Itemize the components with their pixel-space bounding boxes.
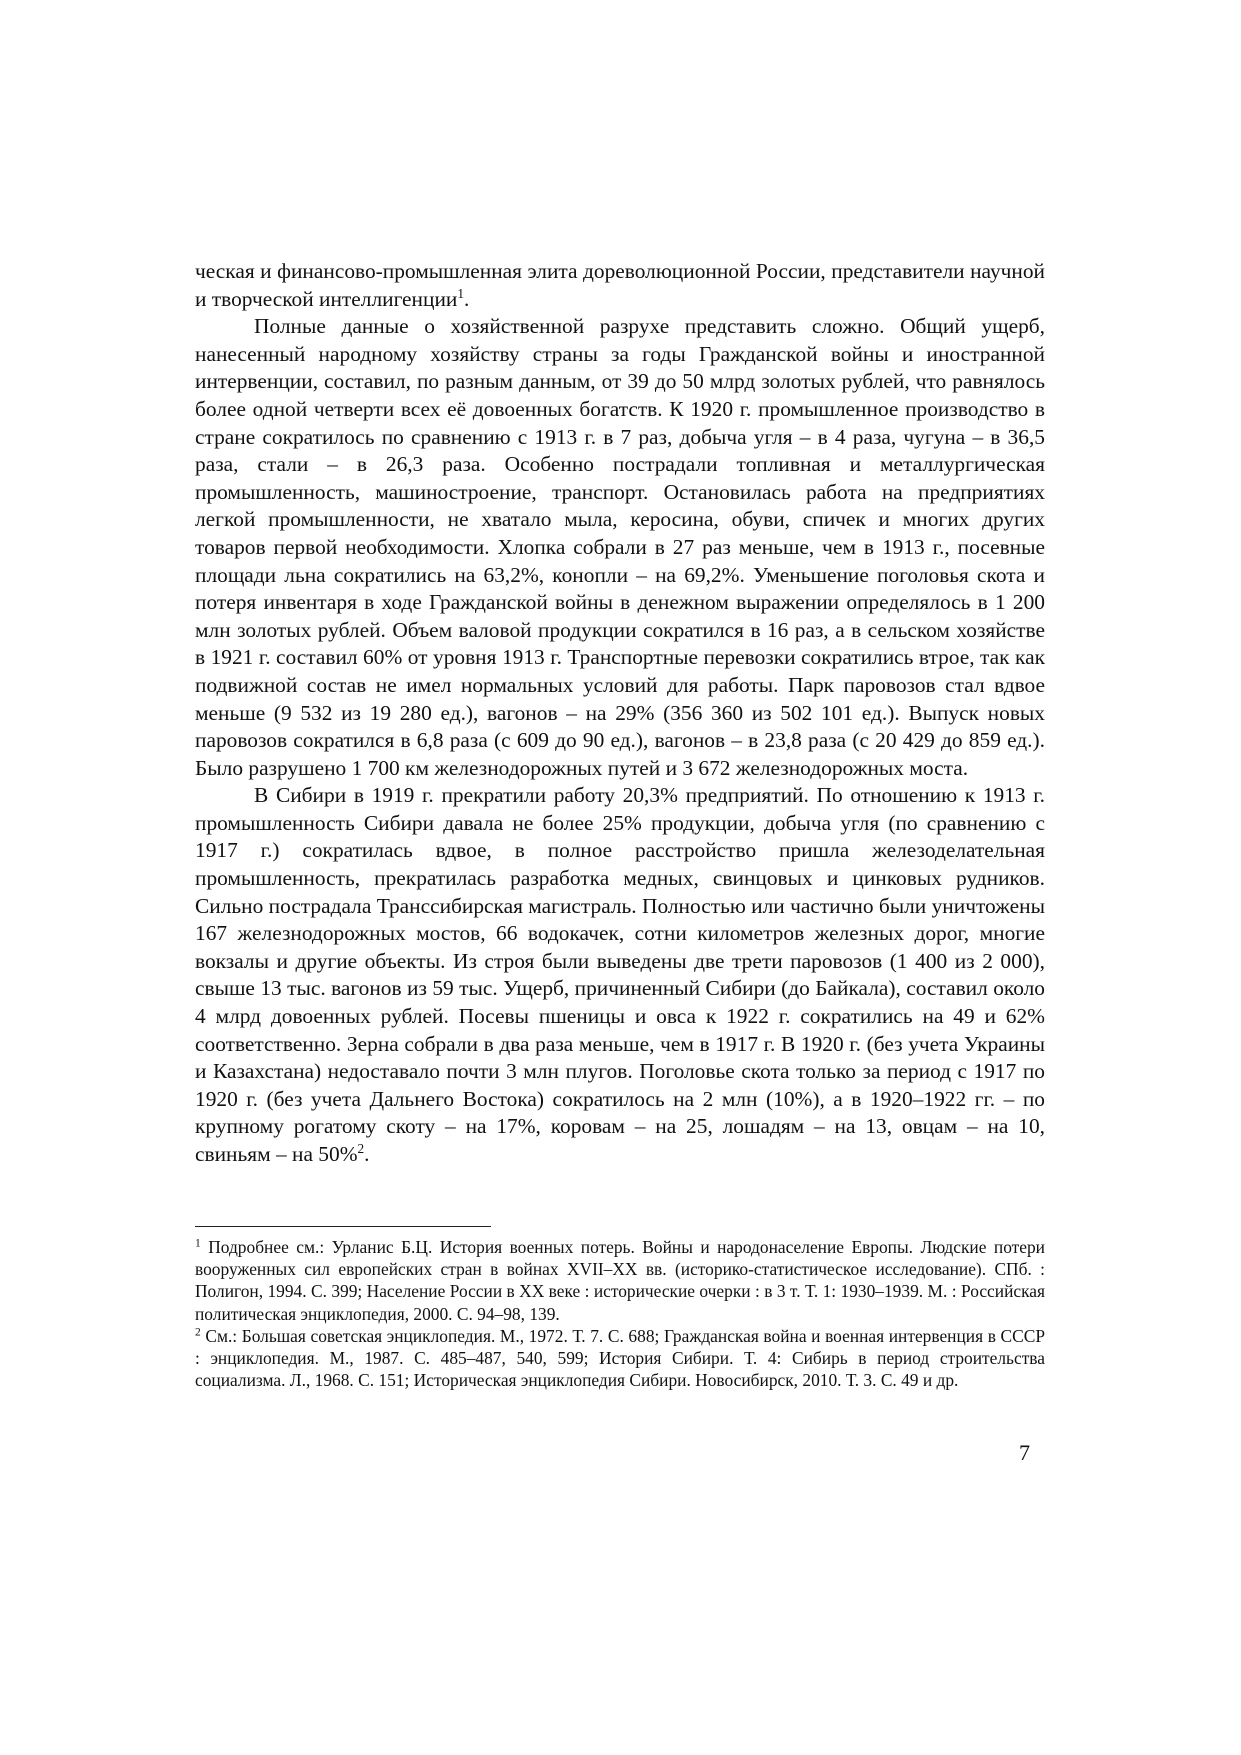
footnote-1 <box>195 1236 1045 1325</box>
footnote-number: 1 <box>195 1237 201 1250</box>
footnote-number: 2 <box>195 1326 201 1339</box>
paragraph-text: ческая и финансово-промышленная элита дореволюционной России, представители научной и творческой интеллигенции <box>195 259 1045 311</box>
body-text <box>195 258 1045 1169</box>
footnote-2 <box>195 1325 1045 1392</box>
paragraph-text: В Сибири в 1919 г. прекратили работу 20,3% предприятий. По отношению к 1913 г. промышленность Сибири давала не более 25% продукции, добыча угля (по сравнению с 1917 г.) сократилась вдвое, в полное расстройство пришла железоделательная промышленность, прекратилась разработка медных, свинцовых и цинковых рудников. Сильно пострадала Транссибирская магистраль. Полностью или частично были уничтожены 167 железнодорожных мостов, 66 водокачек, сотни километров железных дорог, многие вокзалы и другие объекты. Из строя были выведены две трети паровозов (1 400 из 2 000), свыше 13 тыс. вагонов из 59 тыс. Ущерб, причиненный Сибири (до Байкала), составил около 4 млрд довоенных рублей. Посевы пшеницы и овса к 1922 г. сократились на 49 и 62% соответственно. Зерна собрали в два раза меньше, чем в 1917 г. В 1920 г. (без учета Украины и Казахстана) недоставало почти 3 млн плугов. Поголовье скота только за период с 1917 по 1920 г. (без учета Дальнего Востока) сократилось на 2 млн (10%), а в 1920–1922 гг. – по крупному рогатому скоту – на 17%, коровам – на 25, лошадям – на 13, овцам – на 10, свиньям – на 50% <box>195 783 1045 1166</box>
footnotes <box>195 1236 1045 1391</box>
paragraph-tail: . <box>364 1142 370 1166</box>
footnote-reference[interactable]: 2 <box>357 1141 365 1157</box>
footnote-reference[interactable]: 1 <box>457 285 464 301</box>
paragraph-economic-damage <box>195 313 1045 782</box>
paragraph-siberia <box>195 782 1045 1168</box>
paragraph-tail: . <box>463 286 470 311</box>
paragraph-continuation <box>195 258 1045 313</box>
page-number: 7 <box>1019 1440 1030 1465</box>
paragraph-text: Полные данные о хозяйственной разрухе представить сложно. Общий ущерб, нанесенный народному хозяйству страны за годы Гражданской войны и иностранной интервенции, составил, по разным данным, от 39 до 50 млрд золотых рублей, что равнялось более одной четверти всех её довоенных богатств. К 1920 г. промышленное производство в стране сократилось по сравнению с 1913 г. в 7 раз, добыча угля – в 4 раза, чугуна – в 36,5 раза, стали – в 26,3 раза. Особенно пострадали топливная и металлургическая промышленность, машиностроение, транспорт. Остановилась работа на предприятиях легкой промышленности, не хватало мыла, керосина, обуви, спичек и многих других товаров первой необходимости. Хлопка собрали в 27 раз меньше, чем в 1913 г., посевные площади льна сократились на 63,2%, конопли – на 69,2%. Уменьшение поголовья скота и потеря инвентаря в ходе Гражданской войны в денежном выражении определялось в 1 200 млн золотых рублей. Объем валовой продукции сократился в 16 раз, а в сельском хозяйстве в 1921 г. составил 60% от уровня 1913 г. Транспортные перевозки сократились втрое, так как подвижной состав не имел нормальных условий для работы. Парк паровозов стал вдвое меньше (9 532 из 19 280 ед.), вагонов – на 29% (356 360 из 502 101 ед.). Выпуск новых паровозов сократился в 6,8 раза (с 609 до 90 ед.), вагонов – в 23,8 раза (с 20 429 до 859 ед.). Было разрушено 1 700 км железнодорожных путей и 3 672 железнодорожных моста. <box>195 314 1045 780</box>
footnote-separator <box>195 1226 491 1227</box>
footnote-text: Подробнее см.: Урланис Б.Ц. История военных потерь. Войны и народонаселение Европы. Людские потери вооруженных сил европейских стран в войнах XVII–XX вв. (историко-статистическое исследование). СПб. : Полигон, 1994. С. 399; Население России в XX веке : исторические очерки : в 3 т. Т. 1: 1930–1939. М. : Российская политическая энциклопедия, 2000. С. 94–98, 139. <box>195 1237 1045 1324</box>
footnote-text: См.: Большая советская энциклопедия. М., 1972. Т. 7. С. 688; Гражданская война и военная интервенция в СССР : энциклопедия. М., 1987. С. 485–487, 540, 599; История Сибири. Т. 4: Сибирь в период строительства социализма. Л., 1968. С. 151; Историческая энциклопедия Сибири. Новосибирск, 2010. Т. 3. С. 49 и др. <box>195 1325 1045 1391</box>
